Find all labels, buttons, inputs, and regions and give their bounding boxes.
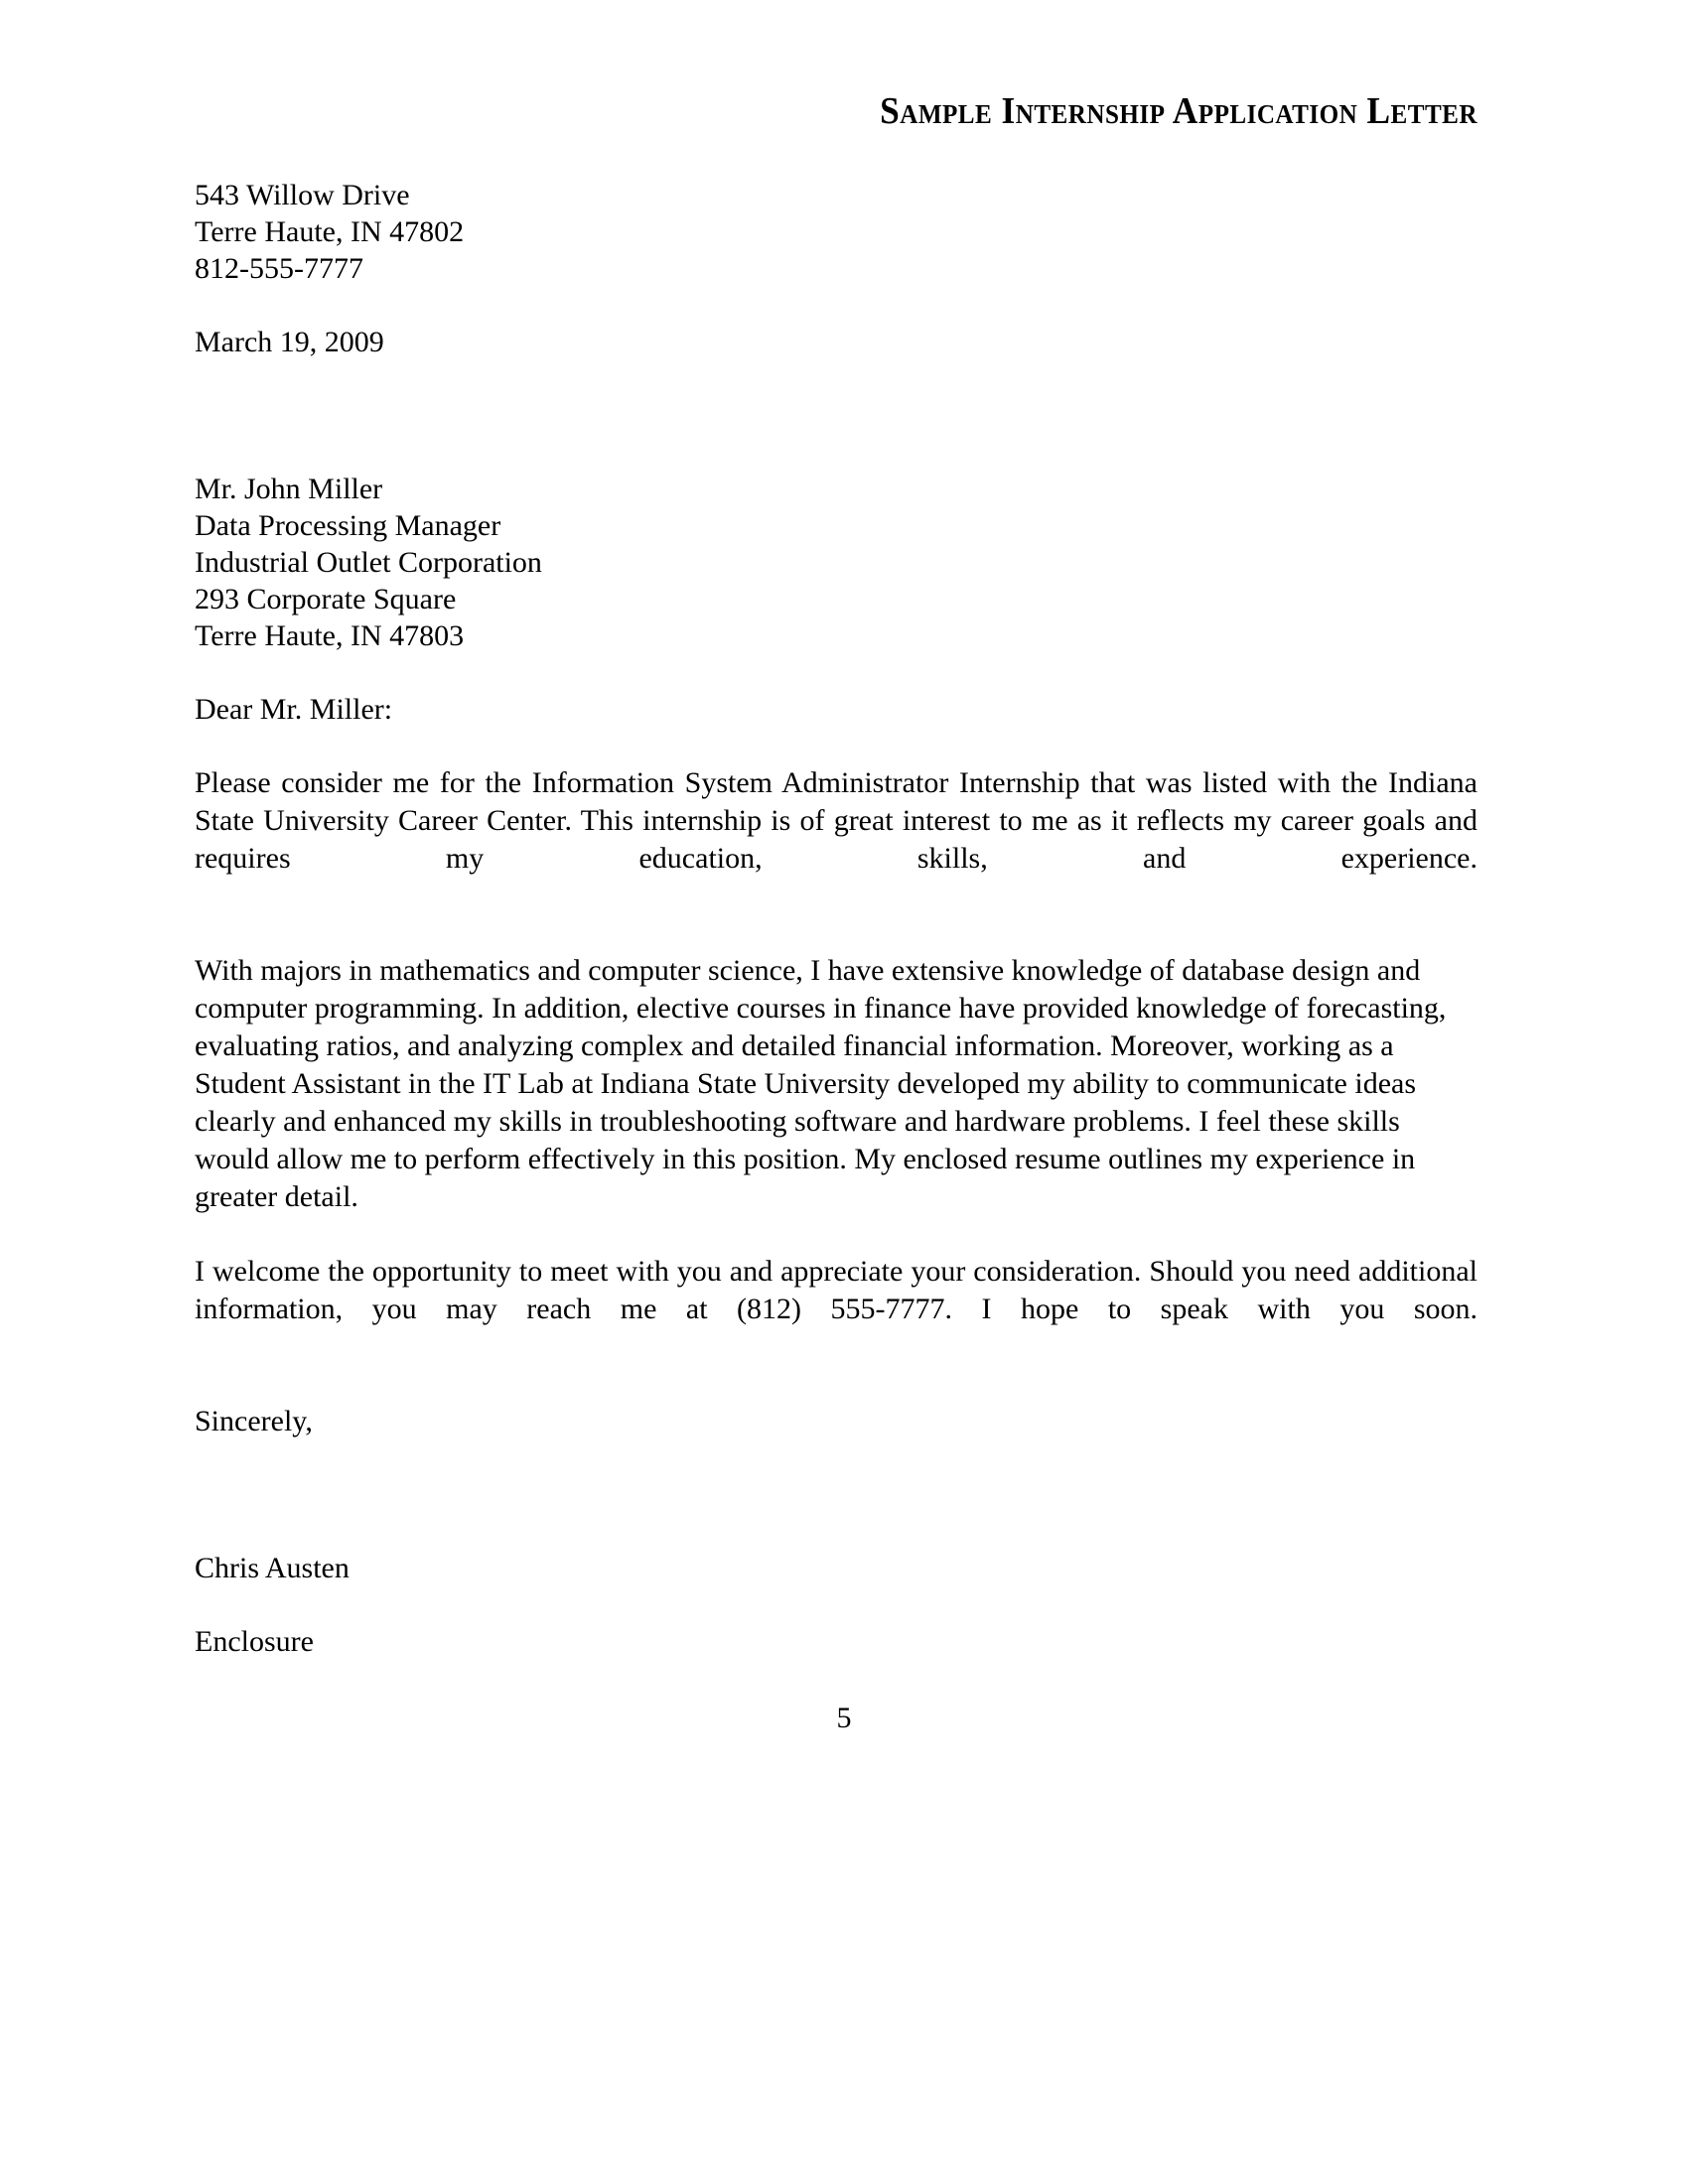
closing-block bbox=[195, 1403, 1477, 1439]
enclosure-notation: Enclosure bbox=[195, 1625, 314, 1658]
spacer-after-date bbox=[195, 360, 1477, 471]
sender-phone: 812-555-7777 bbox=[195, 252, 363, 285]
recipient-company: Industrial Outlet Corporation bbox=[195, 546, 542, 579]
signature-name: Chris Austen bbox=[195, 1552, 350, 1584]
spacer-before-salutation bbox=[195, 654, 1477, 691]
signature-block bbox=[195, 1550, 1477, 1586]
sender-city-state-zip: Terre Haute, IN 47802 bbox=[195, 215, 465, 248]
page-title: Sample Internship Application Letter bbox=[880, 90, 1477, 132]
salutation: Dear Mr. Miller: bbox=[195, 693, 393, 726]
spacer-before-enclosure bbox=[195, 1586, 1477, 1623]
closing-salutation: Sincerely, bbox=[195, 1405, 313, 1437]
sender-street: 543 Willow Drive bbox=[195, 179, 410, 211]
letter-content bbox=[195, 177, 1477, 1660]
spacer-before-closing bbox=[195, 1366, 1477, 1403]
recipient-address-block bbox=[195, 471, 1477, 654]
page-number: 5 bbox=[836, 1702, 852, 1734]
letter-date: March 19, 2009 bbox=[195, 326, 384, 358]
spacer-between-paragraph-1-2 bbox=[195, 915, 1477, 952]
body-paragraph-1: Please consider me for the Information System Administrator Internship that was listed with the Indiana State University Career Center. This internship is of great interest to me as it reflects my career goals and requires my education, skills, and experience. bbox=[195, 766, 1477, 875]
salutation-block bbox=[195, 691, 1477, 728]
recipient-city-state-zip: Terre Haute, IN 47803 bbox=[195, 619, 465, 652]
recipient-street: 293 Corporate Square bbox=[195, 583, 457, 615]
recipient-title: Data Processing Manager bbox=[195, 509, 501, 542]
spacer-between-paragraph-2-3 bbox=[195, 1216, 1477, 1253]
signature-space bbox=[195, 1439, 1477, 1550]
enclosure-block bbox=[195, 1623, 1477, 1660]
spacer-after-salutation bbox=[195, 728, 1477, 764]
sender-address-block bbox=[195, 177, 1477, 287]
date-block bbox=[195, 324, 1477, 360]
spacer-after-sender-address bbox=[195, 287, 1477, 324]
body-paragraph-2: With majors in mathematics and computer science, I have extensive knowledge of database design and computer programming. In addition, elective courses in finance have provided knowledge of forecasting, evaluating ratios, and analyzing complex and detailed financial information. Moreover, working as a Student Assistant in the IT Lab at Indiana State University developed my ability to communicate ideas clearly and enhanced my skills in troubleshooting software and hardware problems. I feel these skills would allow me to perform effectively in this position. My enclosed resume outlines my experience in greater detail. bbox=[195, 954, 1447, 1213]
body-paragraph-3: I welcome the opportunity to meet with you and appreciate your consideration. Should you need additional information, you may reach me at (812) 555-7777. I hope to speak with you soon. bbox=[195, 1255, 1477, 1325]
recipient-name: Mr. John Miller bbox=[195, 473, 383, 505]
